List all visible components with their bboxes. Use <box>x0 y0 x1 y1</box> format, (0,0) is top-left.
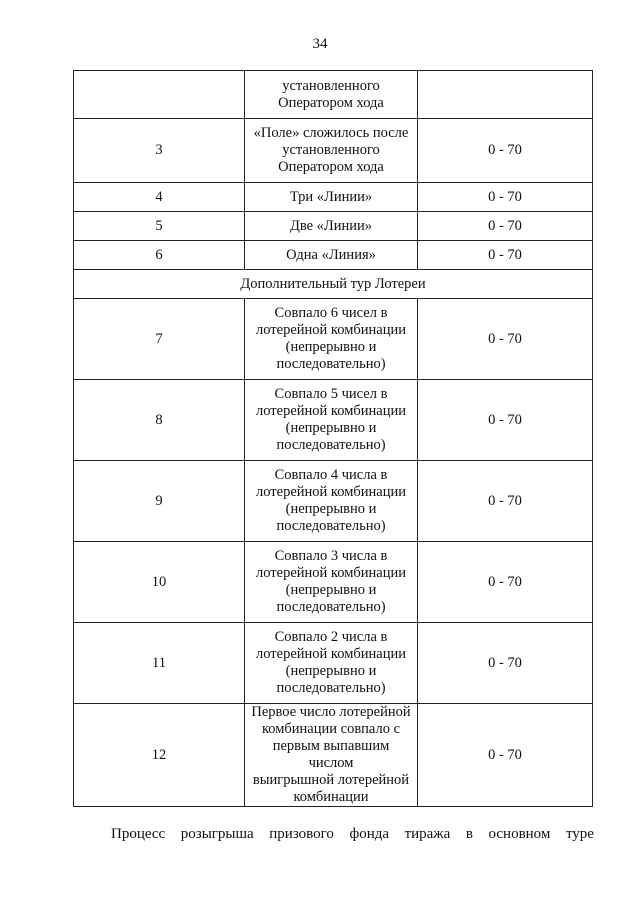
table-row <box>74 623 593 704</box>
row-number: 3 <box>74 119 245 183</box>
row-range: 0 - 70 <box>418 183 593 212</box>
row-range: 0 - 70 <box>418 461 593 542</box>
footer-word: призового <box>269 826 334 842</box>
row-number: 12 <box>74 704 245 807</box>
row-range: 0 - 70 <box>418 380 593 461</box>
row-condition: Две «Линии» <box>245 212 418 241</box>
row-range: 0 - 70 <box>418 704 593 807</box>
row-number <box>74 71 245 119</box>
table-row <box>74 183 593 212</box>
footer-paragraph <box>111 826 594 843</box>
footer-word: тиража <box>404 826 451 842</box>
row-condition: Совпало 5 чисел в лотерейной комбинации (непрерывно и последовательно) <box>245 380 418 461</box>
table-body <box>74 71 593 807</box>
row-number: 9 <box>74 461 245 542</box>
row-range <box>418 71 593 119</box>
row-condition: Совпало 2 числа в лотерейной комбинации (непрерывно и последовательно) <box>245 623 418 704</box>
footer-word: Процесс <box>111 826 166 842</box>
footer-word: розыгрыша <box>180 826 254 842</box>
row-condition: «Поле» сложилось после установленного Оператором хода <box>245 119 418 183</box>
page-number: 34 <box>312 36 328 52</box>
row-number: 5 <box>74 212 245 241</box>
table-row <box>74 71 593 119</box>
table-row <box>74 380 593 461</box>
row-condition: Три «Линии» <box>245 183 418 212</box>
table-row <box>74 119 593 183</box>
row-range: 0 - 70 <box>418 623 593 704</box>
row-range: 0 - 70 <box>418 299 593 380</box>
row-condition: Совпало 3 числа в лотерейной комбинации (непрерывно и последовательно) <box>245 542 418 623</box>
row-condition: Совпало 6 чисел в лотерейной комбинации (непрерывно и последовательно) <box>245 299 418 380</box>
row-number: 11 <box>74 623 245 704</box>
footer-word: фонда <box>349 826 390 842</box>
section-title: Дополнительный тур Лотереи <box>74 270 593 299</box>
row-number: 6 <box>74 241 245 270</box>
table-row <box>74 212 593 241</box>
row-condition: Первое число лотерейной комбинации совпало с первым выпавшим числом выигрышной лотерейной комбинации <box>245 704 418 807</box>
footer-word: в <box>465 826 473 842</box>
section-header-row <box>74 270 593 299</box>
row-number: 8 <box>74 380 245 461</box>
table-row <box>74 241 593 270</box>
row-condition: Одна «Линия» <box>245 241 418 270</box>
footer-word: туре <box>565 826 594 842</box>
row-range: 0 - 70 <box>418 542 593 623</box>
table-row <box>74 542 593 623</box>
row-condition: Совпало 4 числа в лотерейной комбинации (непрерывно и последовательно) <box>245 461 418 542</box>
prize-distribution-table <box>73 70 593 807</box>
row-condition: установленного Оператором хода <box>245 71 418 119</box>
row-number: 4 <box>74 183 245 212</box>
row-range: 0 - 70 <box>418 212 593 241</box>
table-row <box>74 704 593 807</box>
table-row <box>74 299 593 380</box>
row-range: 0 - 70 <box>418 241 593 270</box>
row-number: 10 <box>74 542 245 623</box>
table-row <box>74 461 593 542</box>
footer-word: основном <box>488 826 551 842</box>
row-range: 0 - 70 <box>418 119 593 183</box>
row-number: 7 <box>74 299 245 380</box>
